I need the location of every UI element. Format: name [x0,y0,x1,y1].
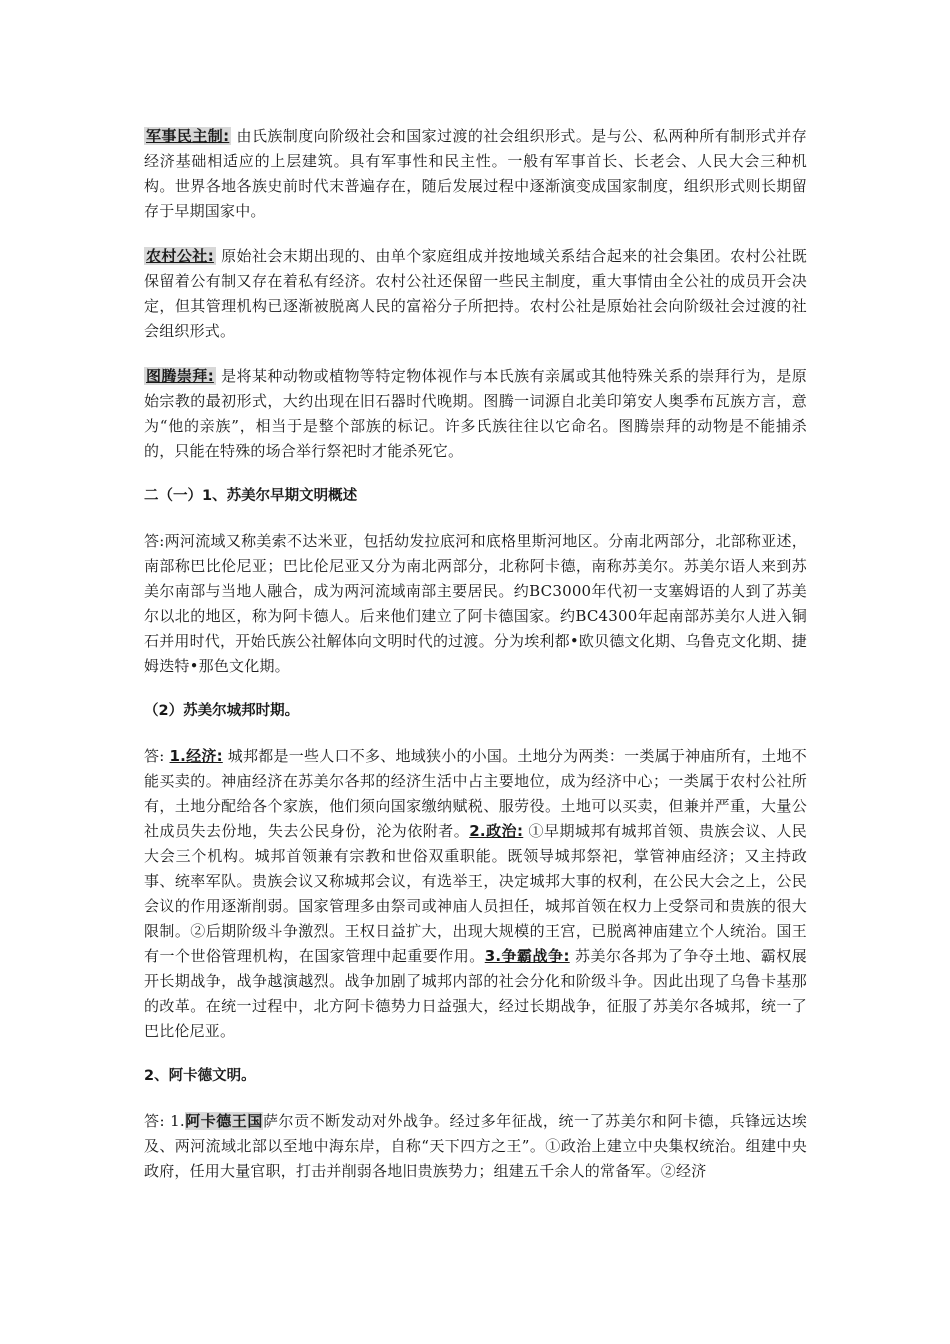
politics-text: ①早期城邦有城邦首领、贵族会议、人民大会三个机构。城邦首领兼有宗教和世俗双重职能。既领导城邦祭祀，掌管神庙经济；又主持政事、统率军队。贵族会议又称城邦会议，有选举王，决定城邦大事的权利，在公民大会之上，公民会议的作用逐渐削弱。国家管理多由祭司或神庙人员担任，城邦首领在权力上受祭司和贵族的很大限制。②后期阶级斗争激烈。王权日益扩大，出现大规模的王宫，已脱离神庙建立个人统治。国王有一个世俗管理机构，在国家管理中起重要作用。 [144,822,807,965]
term-totem-worship: 图腾崇拜: [146,367,214,385]
subheading-politics: 2.政治: [469,822,524,840]
definition-text: 是将某种动物或植物等特定物体视作与本氏族有亲属或其他特殊关系的崇拜行为，是原始宗教的最初形式，大约出现在旧石器时代晚期。图腾一词源自北美印第安人奥季布瓦族方言，意为“他的亲族”，相当于是整个部族的标记。许多氏族往往以它命名。图腾崇拜的动物是不能捕杀的，只能在特殊的场合举行祭祀时才能杀死它。 [144,367,808,460]
wars-text: 苏美尔各邦为了争夺土地、霸权展开长期战争，战争越演越烈。战争加剧了城邦内部的社会分化和阶级斗争。因此出现了乌鲁卡基那的改革。在统一过程中，北方阿卡德势力日益强大，经过长期战争，征服了苏美尔各城邦，统一了巴比伦尼亚。 [144,947,807,1040]
subheading-economy: 1.经济: [169,747,223,765]
economy-text: 城邦都是一些人口不多、地域狭小的小国。土地分为两类：一类属于神庙所有，土地不能买卖的。神庙经济在苏美尔各邦的经济生活中占主要地位，成为经济中心；一类属于农村公社所有，土地分配给各个家族，他们须向国家缴纳赋税、服劳役。土地可以买卖，但兼并严重，大量公社成员失去份地，失去公民身份，沦为依附者。 [144,747,807,840]
paragraph-military-democracy [144,124,807,224]
term-rural-commune: 农村公社: [146,247,214,265]
subheading-hegemony-wars: 3.争霸战争: [484,947,570,965]
paragraph-akkad [144,1109,807,1184]
akkad-text: 萨尔贡不断发动对外战争。经过多年征战，统一了苏美尔和阿卡德，兵锋远达埃及、两河流域北部以至地中海东岸，自称“天下四方之王”。①政治上建立中央集权统治。组建中央政府，任用大量官职，打击并削弱各地旧贵族势力；组建五千余人的常备军。②经济 [144,1112,807,1180]
paragraph-rural-commune [144,244,807,344]
section-heading-sumer-overview: 二（一）1、苏美尔早期文明概述 [144,488,358,504]
definition-text: 原始社会末期出现的、由单个家庭组成并按地域关系结合起来的社会集团。农村公社既保留着公有制又存在着私有经济。农村公社还保留一些民主制度，重大事情由全公社的成员开会决定，但其管理机构已逐渐被脱离人民的富裕分子所把持。农村公社是原始社会向阶级社会过渡的社会组织形式。 [144,247,808,340]
paragraph-totem-worship [144,364,807,464]
paragraph-sumer-overview: 答:两河流域又称美索不达米亚，包括幼发拉底河和底格里斯河地区。分南北两部分，北部称亚述，南部称巴比伦尼亚；巴比伦尼亚又分为南北两部分，北称阿卡德，南称苏美尔。苏美尔语人来到苏美尔南部与当地人融合，成为两河流域南部主要居民。约BC3000年代初一支塞姆语的人到了苏美尔以北的地区，称为阿卡德人。后来他们建立了阿卡德国家。约BC4300年起南部苏美尔人进入铜石并用时代，开始氏族公社解体向文明时代的过渡。分为埃利都•欧贝德文化期、乌鲁克文化期、捷姆迭特•那色文化期。 [144,532,807,675]
definition-text: 由氏族制度向阶级社会和国家过渡的社会组织形式。是与公、私两种所有制形式并存经济基础相适应的上层建筑。具有军事性和民主性。一般有军事首长、长老会、人民大会三种机构。世界各地各族史前时代末普遍存在，随后发展过程中逐渐演变成国家制度，组织形式则长期留存于早期国家中。 [144,127,808,220]
section-heading-akkad: 2、阿卡德文明。 [144,1068,256,1084]
term-akkad-kingdom: 阿卡德王国 [184,1112,263,1130]
paragraph-sumer-city-states [144,744,807,1044]
term-military-democracy: 军事民主制: [146,127,230,145]
answer-prefix: 答: 1. [144,1112,185,1130]
answer-prefix: 答: [144,747,170,765]
section-heading-sumer-city-states: （2）苏美尔城邦时期。 [144,703,300,719]
